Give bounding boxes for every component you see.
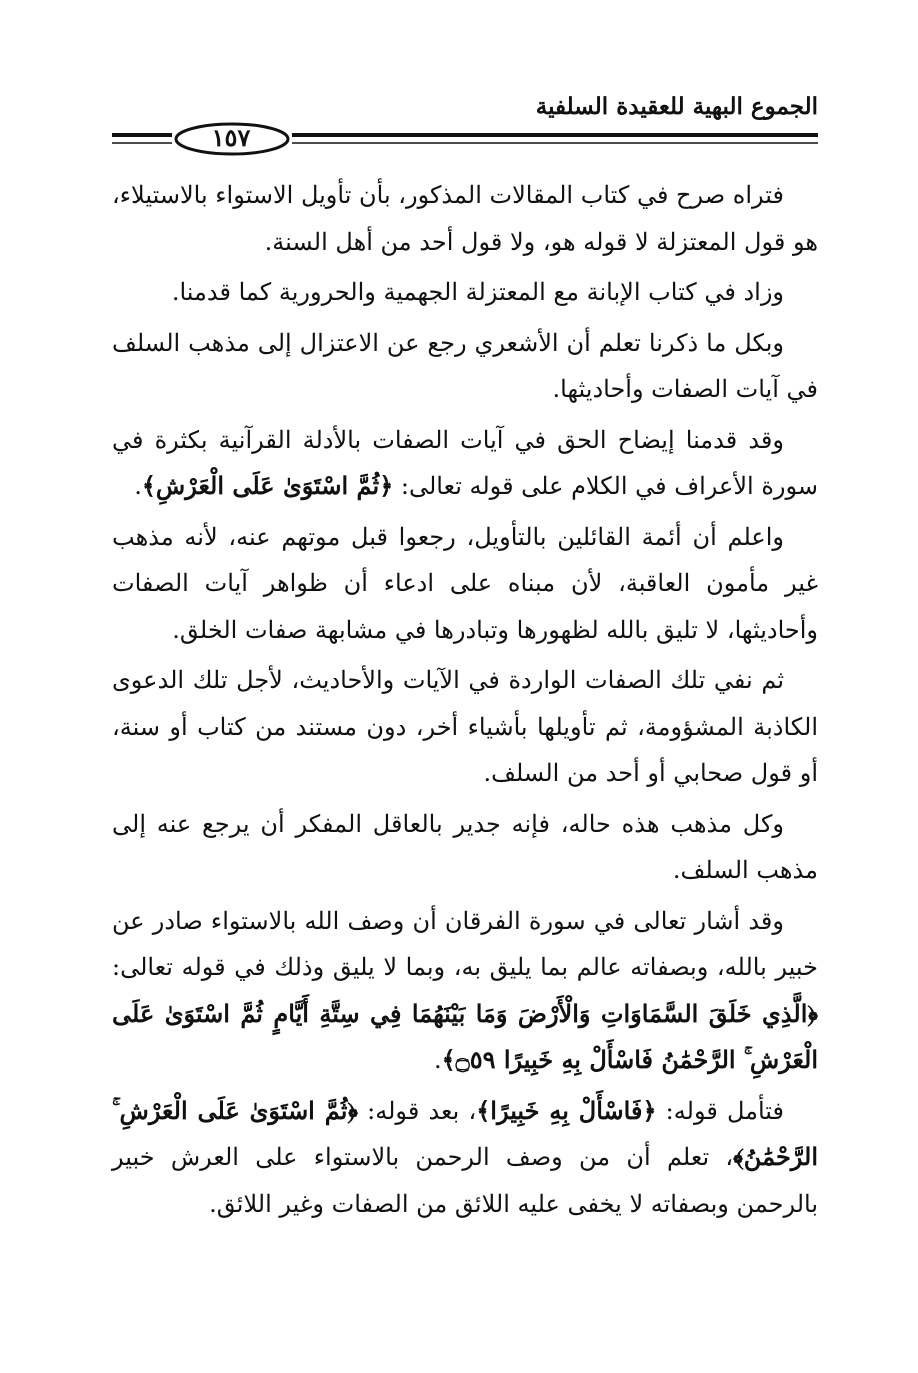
paragraph-9-text: فتأمل قوله: [656, 1096, 785, 1125]
paragraph-5: واعلم أن أئمة القائلين بالتأويل، رجعوا قبل موتهم عنه، لأنه مذهب غير مأمون العاقبة، لأن مبناه على ادعاء أن ظواهر آيات الصفات وأحاديثها، لا تليق بالله لظهورها وتبادرها في مشابهة صفات الخلق. [112, 522, 818, 644]
page-number: ١٥٧ [211, 123, 251, 152]
running-title: الجموع البهية للعقيدة السلفية [535, 93, 818, 120]
paragraph-6: ثم نفي تلك الصفات الواردة في الآيات والأحاديث، لأجل تلك الدعوى الكاذبة المشؤومة، ثم تأويلها بأشياء أخر، دون مستند من كتاب أو سنة، أو قول صحابي أو أحد من السلف. [112, 666, 818, 787]
quran-verse: ﴿ثُمَّ اسْتَوَىٰ عَلَى الْعَرْشِ﴾ [141, 471, 394, 500]
header-rule [112, 118, 818, 158]
paragraph-9-end: ، تعلم أن من وصف الرحمن بالاستواء على العرش خبير بالرحمن وبصفاته لا يخفى عليه اللائق من الصفات وغير اللائق. [112, 1143, 818, 1218]
paragraph-1: فتراه صرح في كتاب المقالات المذكور، بأن تأويل الاستواء بالاستيلاء، هو قول المعتزلة لا قوله هو، ولا قول أحد من أهل السنة. [112, 181, 818, 256]
paragraph-4 [112, 417, 818, 510]
body-text [112, 172, 818, 1231]
paragraph-8-end: . [433, 1046, 442, 1074]
paragraph-4-end: . [134, 472, 142, 500]
paragraph-4-text: وقد قدمنا إيضاح الحق في آيات الصفات بالأدلة القرآنية بكثرة في سورة الأعراف في الكلام على قوله تعالى: [112, 425, 818, 500]
paragraph-9-middle: ، بعد قوله: [358, 1096, 477, 1125]
paragraph-2: وزاد في كتاب الإبانة مع المعتزلة الجهمية والحرورية كما قدمنا. [171, 278, 784, 306]
paragraph-7: وكل مذهب هذه حاله، فإنه جدير بالعاقل المفكر أن يرجع عنه إلى مذهب السلف. [112, 809, 818, 884]
paragraph-8-text: وقد أشار تعالى في سورة الفرقان أن وصف الله بالاستواء صادر عن خبير بالله، وبصفاته عالم بما يليق به، وبما لا يليق وذلك في قوله تعالى: [112, 906, 818, 981]
quran-verse: ﴿الَّذِي خَلَقَ السَّمَاوَاتِ وَالْأَرْضَ وَمَا بَيْنَهُمَا فِي سِتَّةِ أَيَّامٍ ثُمَّ اسْتَوَىٰ عَلَى الْعَرْشِ ۚ الرَّحْمَٰنُ فَاسْأَلْ بِهِ خَبِيرًا ۝٥٩﴾ [112, 998, 818, 1074]
paragraph-9 [112, 1088, 818, 1228]
quran-verse: ﴿فَاسْأَلْ بِهِ خَبِيرًا﴾ [476, 1095, 657, 1125]
quran-verse: ﴿ثُمَّ اسْتَوَىٰ عَلَى الْعَرْشِ ۚ الرَّحْمَٰنُ﴾ [112, 1095, 819, 1171]
paragraph-3: وبكل ما ذكرنا تعلم أن الأشعري رجع عن الاعتزال إلى مذهب السلف في آيات الصفات وأحاديثها. [112, 328, 818, 403]
paragraph-8 [112, 898, 818, 1084]
